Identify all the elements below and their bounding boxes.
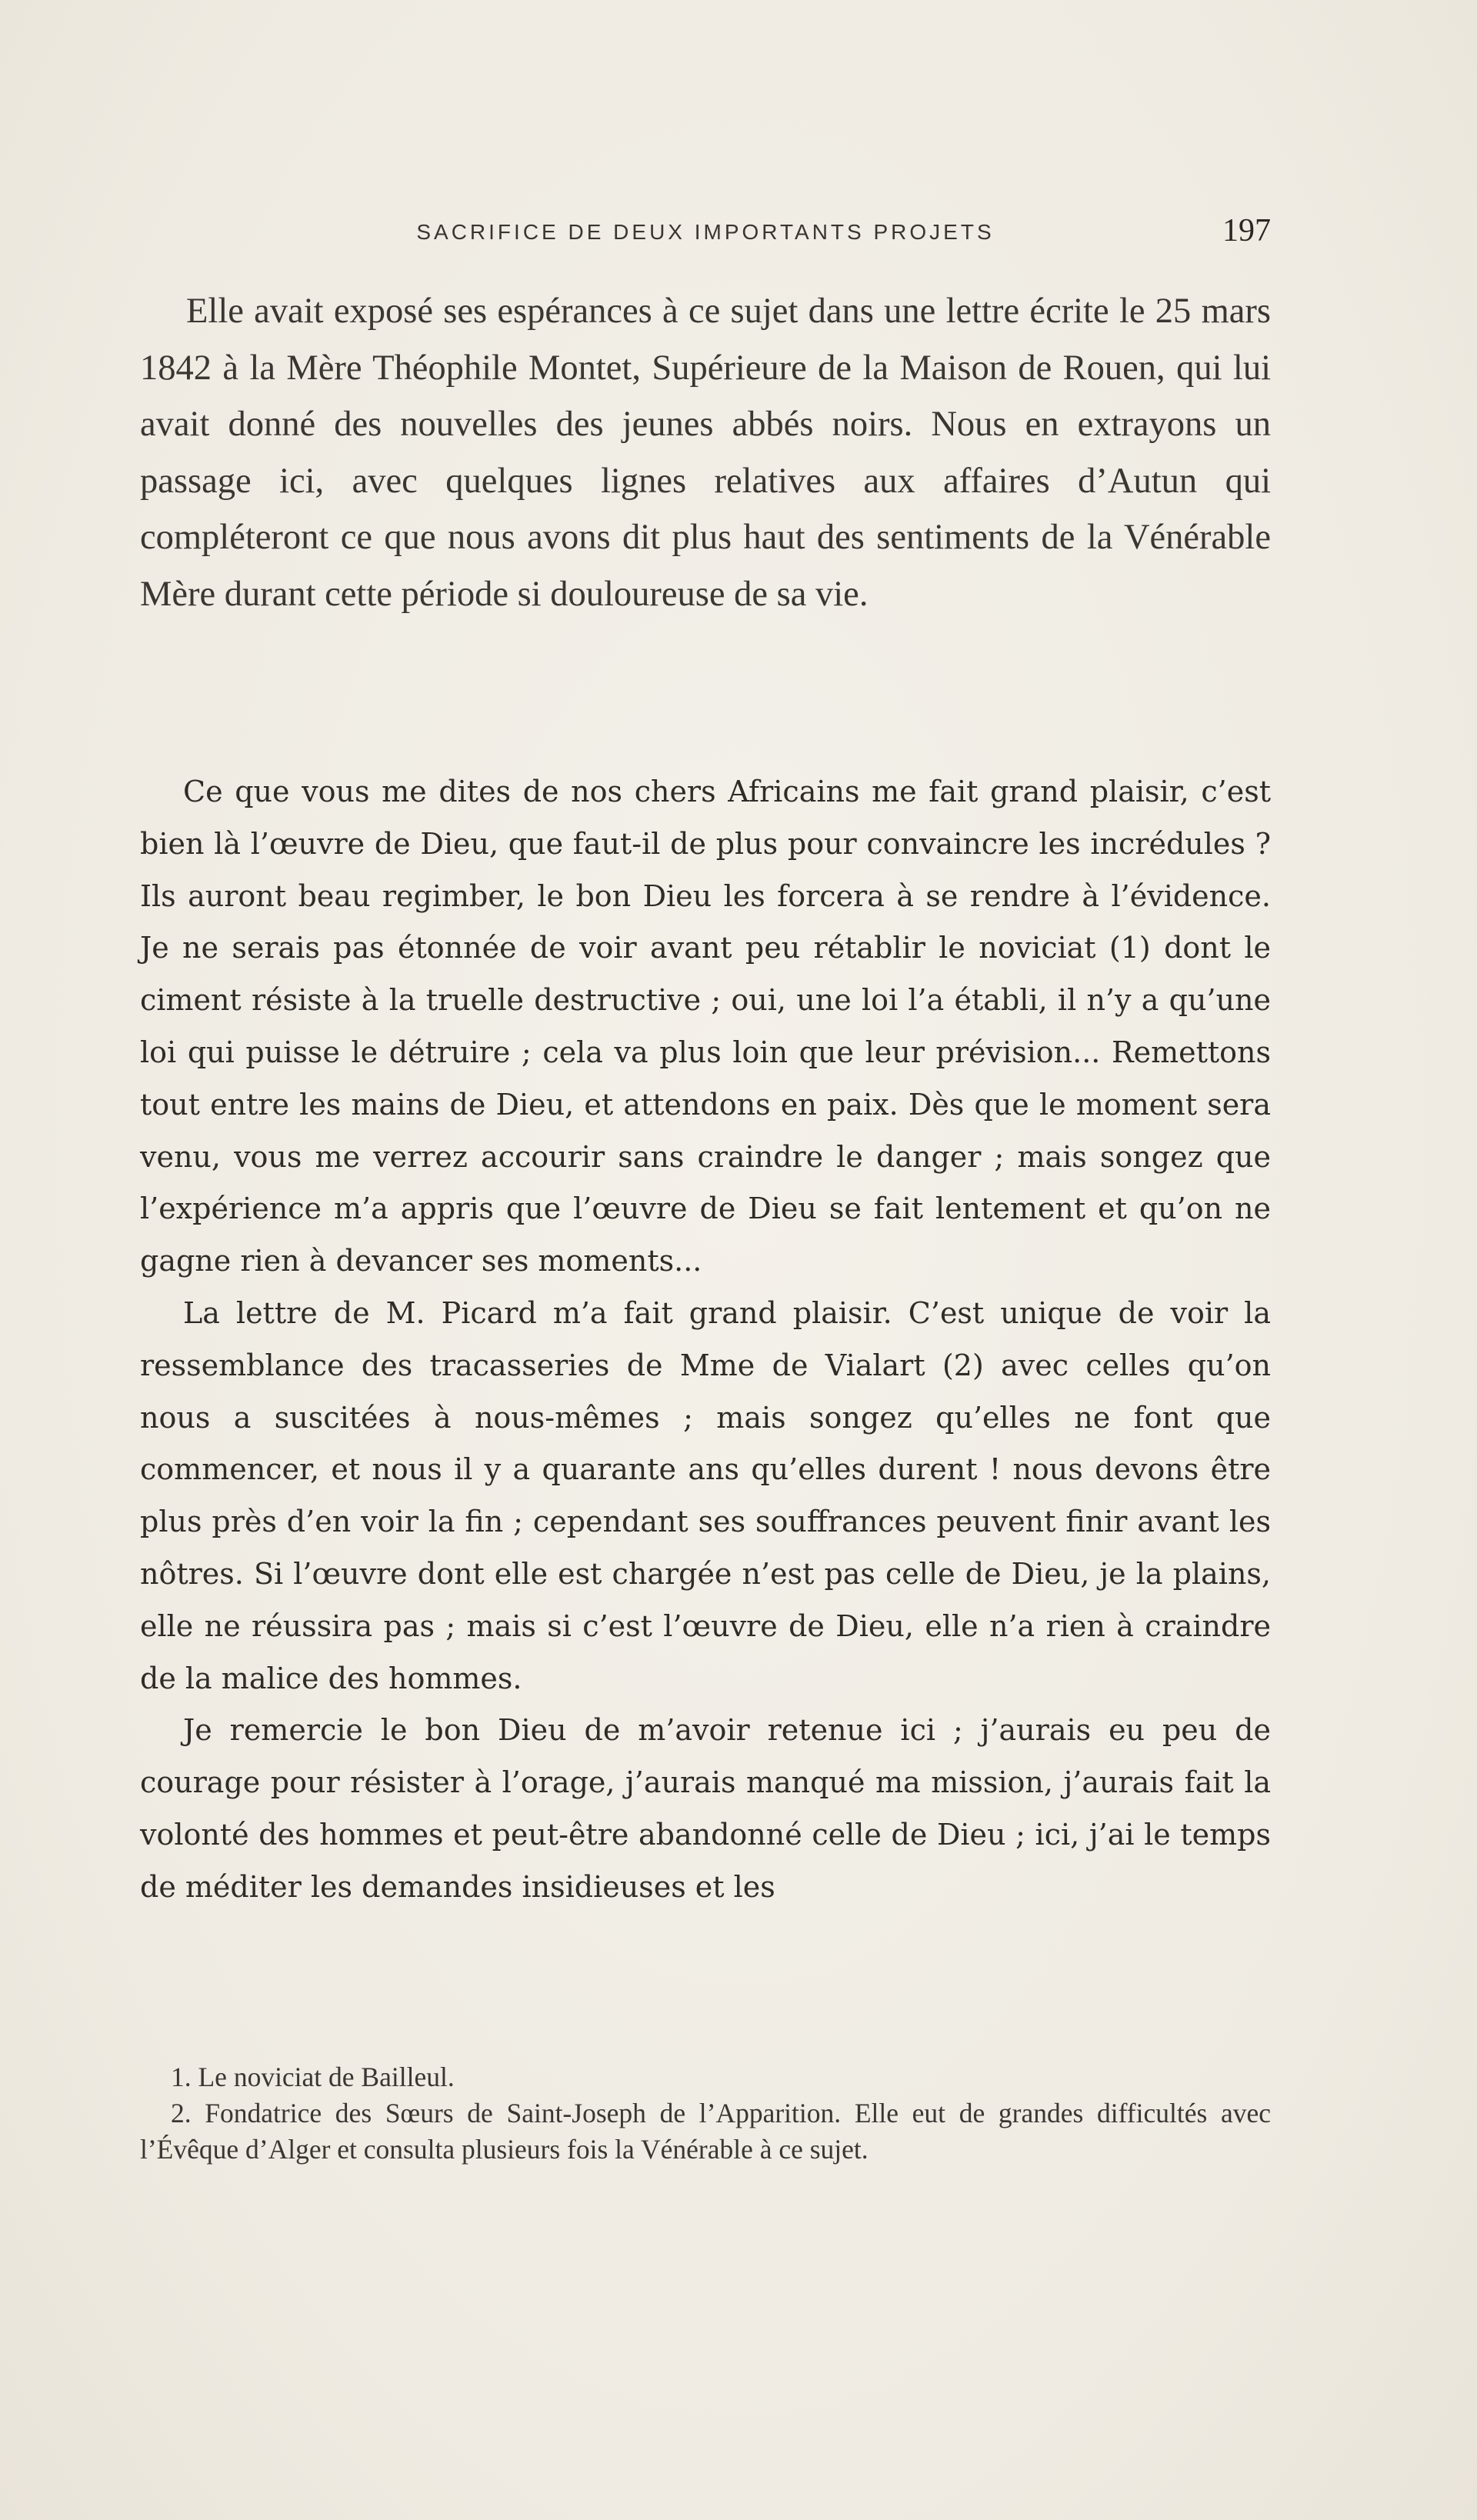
page-number: 197	[1222, 213, 1271, 248]
quote-paragraph: Ce que vous me dites de nos chers Africains me fait grand plaisir, c’est bien là l’œuvre de Dieu, que faut-il de plus pour convaincre les incrédules ? Ils auront beau regimber, le bon Dieu les forcera à se rendre à l’évidence. Je ne serais pas étonnée de voir avant peu rétablir le noviciat (1) dont le ciment résiste à la truelle destructive ; oui, une loi l’a établi, il n’y a qu’une loi qui puisse le détruire ; cela va plus loin que leur prévision... Remettons tout entre les mains de Dieu, et attendons en paix. Dès que le moment sera venu, vous me verrez accourir sans craindre le danger ; mais songez que l’expérience m’a appris que l’œuvre de Dieu se fait lentement et qu’on ne gagne rien à devancer ses moments...	[140, 775, 1271, 1278]
quote-paragraph: Je remercie le bon Dieu de m’avoir retenue ici ; j’aurais eu peu de courage pour résister à l’orage, j’aurais manqué ma mission, j’aurais fait la volonté des hommes et peut-être abandonné celle de Dieu ; ici, j’ai le temps de méditer les demandes insidieuses et les	[140, 1713, 1271, 1904]
intro-paragraph: Elle avait exposé ses espérances à ce sujet dans une lettre écrite le 25 mars 1842 à la Mère Théophile Montet, Supérieure de la Maison de Rouen, qui lui avait donné des nouvelles des jeunes abbés noirs. Nous en extrayons un passage ici, avec quelques lignes relatives aux affaires d’Autun qui compléteront ce que nous avons dit plus haut des sentiments de la Vénérable Mère durant cette période si douloureuse de sa vie.	[140, 292, 1271, 614]
page-header	[140, 212, 1271, 251]
footnote: 2. Fondatrice des Sœurs de Saint-Joseph de l’Apparition. Elle eut de grandes difficultés avec l’Évêque d’Alger et consulta plusieurs fois la Vénérable à ce sujet.	[140, 2098, 1271, 2165]
running-head: SACRIFICE DE DEUX IMPORTANTS PROJETS	[416, 220, 995, 244]
footnotes	[140, 2059, 1271, 2168]
quote-paragraph: La lettre de M. Picard m’a fait grand plaisir. C’est unique de voir la ressemblance des tracasseries de Mme de Vialart (2) avec celles qu’on nous a suscitées à nous-mêmes ; mais songez qu’elles ne font que commencer, et nous il y a quarante ans qu’elles durent ! nous devons être plus près d’en voir la fin ; cependant ses souffrances peuvent finir avant les nôtres. Si l’œuvre dont elle est chargée n’est pas celle de Dieu, je la plains, elle ne réussira pas ; mais si c’est l’œuvre de Dieu, elle n’a rien à craindre de la malice des hommes.	[140, 1295, 1271, 1695]
footnote: 1. Le noviciat de Bailleul.	[171, 2062, 455, 2092]
intro-text	[140, 283, 1271, 622]
quoted-letter	[140, 766, 1271, 1914]
